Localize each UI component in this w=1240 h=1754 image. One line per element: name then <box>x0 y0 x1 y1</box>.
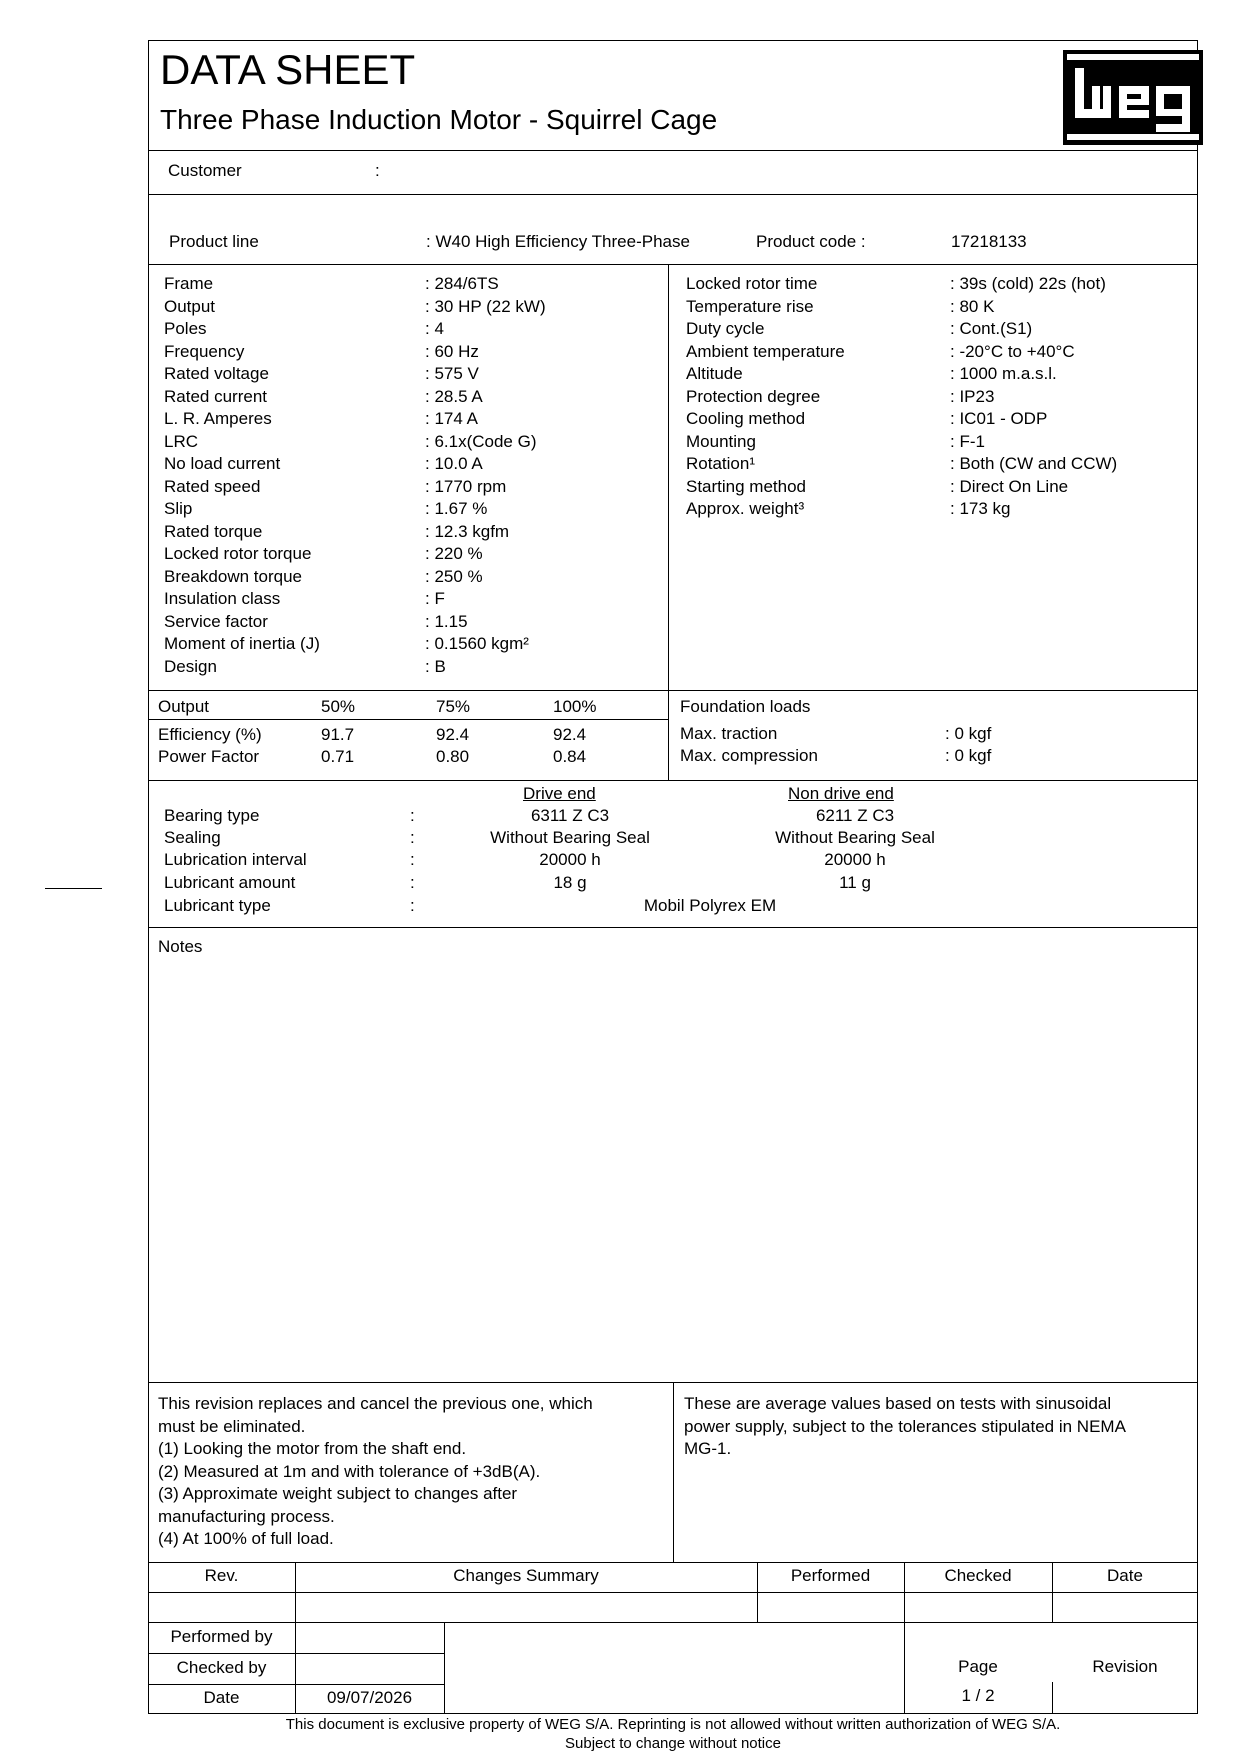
spec-row <box>164 386 664 409</box>
bearing-sep: : <box>410 873 415 892</box>
page-subtitle: Three Phase Induction Motor - Squirrel Cage <box>160 104 718 135</box>
footnote-line: (3) Approximate weight subject to changes after <box>158 1484 518 1503</box>
bearing-drive: 6311 Z C3 <box>530 806 610 825</box>
spec-label: Insulation class <box>164 589 281 608</box>
spec-value: : 6.1x(Code G) <box>425 431 537 451</box>
bearing-sep: : <box>410 806 415 825</box>
divider <box>148 1592 1198 1593</box>
table-divider <box>444 1622 445 1714</box>
non-drive-end-header: Non drive end <box>788 784 894 803</box>
spec-label: Temperature rise <box>686 296 814 316</box>
spec-value: : 12.3 kgfm <box>425 521 510 541</box>
lubricant-type-value: Mobil Polyrex EM <box>643 896 777 915</box>
foundation-value: : 0 kgf <box>945 746 992 765</box>
product-line-label: Product line <box>169 232 259 251</box>
spec-row <box>164 611 664 634</box>
spec-row <box>686 341 1191 364</box>
spec-row <box>686 453 1191 476</box>
bearing-label: Lubricant amount <box>164 873 296 892</box>
spec-value: : 0.1560 kgm² <box>425 634 529 653</box>
spec-row <box>164 656 664 679</box>
page-value: 1 / 2 <box>961 1686 995 1705</box>
page-label: Page <box>958 1657 998 1676</box>
product-code-value: 17218133 <box>951 232 1027 251</box>
spec-label: Frame <box>164 274 214 293</box>
spec-value: : B <box>425 656 446 676</box>
divider <box>148 927 1198 928</box>
spec-value: : Cont.(S1) <box>950 319 1033 338</box>
spec-value: : 10.0 A <box>425 454 483 473</box>
perf-header-100: 100% <box>553 697 597 716</box>
spec-value: : 220 % <box>425 544 483 563</box>
spec-value: : 1.15 <box>425 611 468 631</box>
spec-value: : F-1 <box>950 431 985 451</box>
footnote-line: (1) Looking the motor from the shaft end. <box>158 1439 467 1458</box>
bearing-label: Lubrication interval <box>164 850 307 869</box>
bearing-drive: 20000 h <box>539 850 601 869</box>
spec-value: : 60 Hz <box>425 341 479 361</box>
checked-header: Checked <box>944 1566 1012 1585</box>
drive-end-header: Drive end <box>523 784 596 803</box>
spec-value: : 39s (cold) 22s (hot) <box>950 274 1106 293</box>
spec-value: : 173 kg <box>950 499 1011 518</box>
table-divider <box>1052 1682 1053 1714</box>
spec-label: Altitude <box>686 364 743 383</box>
spec-value: : 4 <box>425 319 444 338</box>
weg-logo <box>1063 50 1203 145</box>
product-line-value: : W40 High Efficiency Three-Phase <box>426 232 690 251</box>
date-header: Date <box>1107 1566 1143 1585</box>
spec-label: Locked rotor torque <box>164 544 312 563</box>
footnote-line: (2) Measured at 1m and with tolerance of +3dB(A). <box>158 1461 541 1481</box>
bearing-non-drive: 11 g <box>839 873 871 892</box>
spec-row <box>686 431 1191 454</box>
spec-row <box>686 363 1191 386</box>
spec-row <box>164 408 664 431</box>
foundation-label: Max. compression <box>680 746 818 765</box>
spec-row <box>686 273 1191 296</box>
footnotes-right <box>684 1393 1194 1461</box>
spec-value: : 174 A <box>425 409 478 428</box>
spec-value: : 1000 m.a.s.l. <box>950 364 1057 383</box>
spec-row <box>164 431 664 454</box>
footnote-line: This revision replaces and cancel the previous one, which <box>158 1394 593 1413</box>
margin-mark <box>45 888 102 889</box>
customer-label: Customer <box>168 161 242 180</box>
spec-label: Breakdown torque <box>164 566 302 586</box>
rev-header: Rev. <box>204 1566 239 1585</box>
column-divider <box>668 264 669 780</box>
notes-title: Notes <box>158 937 203 956</box>
spec-label: Duty cycle <box>686 319 765 338</box>
footnote-line: manufacturing process. <box>158 1506 335 1526</box>
spec-row <box>164 363 664 386</box>
foundation-value: : 0 kgf <box>945 724 992 743</box>
spec-label: Design <box>164 656 217 676</box>
spec-label: Starting method <box>686 476 807 496</box>
spec-row <box>164 566 664 589</box>
footer-subject: Subject to change without notice <box>565 1735 781 1752</box>
spec-row <box>686 408 1191 431</box>
footnotes-left <box>158 1393 663 1551</box>
divider <box>148 194 1198 195</box>
revision-label: Revision <box>1092 1657 1158 1676</box>
spec-value: : 28.5 A <box>425 386 483 406</box>
divider <box>148 150 1198 151</box>
footnote-line: power supply, subject to the tolerances stipulated in NEMA <box>684 1416 1126 1436</box>
bearing-drive: Without Bearing Seal <box>490 828 650 847</box>
spec-value: : -20°C to +40°C <box>950 341 1075 361</box>
spec-value: : 284/6TS <box>425 274 499 293</box>
spec-row <box>164 498 664 521</box>
divider <box>148 1562 1198 1563</box>
spec-value: : 1.67 % <box>425 499 488 518</box>
perf-cell: 0.71 <box>321 747 355 766</box>
footnote-line: (4) At 100% of full load. <box>158 1529 334 1548</box>
spec-row <box>164 318 664 341</box>
checked-by-label: Checked by <box>176 1658 267 1677</box>
spec-value: : 250 % <box>425 566 483 586</box>
spec-label: Poles <box>164 319 207 338</box>
spec-row <box>164 476 664 499</box>
spec-value: : Direct On Line <box>950 476 1069 496</box>
spec-label: Ambient temperature <box>686 341 845 361</box>
spec-row <box>164 521 664 544</box>
footnote-line: MG-1. <box>684 1439 732 1458</box>
bearing-drive: 18 g <box>553 873 587 892</box>
specs-right <box>686 273 1191 521</box>
spec-row <box>686 476 1191 499</box>
divider <box>148 690 1198 691</box>
spec-value: : Both (CW and CCW) <box>950 454 1118 473</box>
spec-label: Rated speed <box>164 476 261 496</box>
spec-label: L. R. Amperes <box>164 409 272 428</box>
bearing-sep: : <box>410 896 415 915</box>
specs-left <box>164 273 664 678</box>
spec-label: Mounting <box>686 431 756 451</box>
spec-value: : F <box>425 589 445 608</box>
perf-cell: 92.4 <box>436 725 470 744</box>
spec-label: Frequency <box>164 341 245 361</box>
date-label: Date <box>203 1688 240 1707</box>
spec-value: : 30 HP (22 kW) <box>425 296 546 316</box>
spec-label: LRC <box>164 431 199 451</box>
spec-label: Approx. weight³ <box>686 499 805 518</box>
performed-by-label: Performed by <box>170 1627 273 1646</box>
spec-label: Rotation¹ <box>686 454 755 473</box>
perf-header-output: Output <box>158 697 210 716</box>
spec-label: Cooling method <box>686 409 806 428</box>
spec-label: Rated torque <box>164 521 263 541</box>
spec-row <box>686 318 1191 341</box>
perf-header-50: 50% <box>321 697 356 716</box>
perf-cell: 92.4 <box>553 725 587 744</box>
perf-header-75: 75% <box>436 697 471 716</box>
foundation-title: Foundation loads <box>680 697 811 716</box>
bearing-label: Bearing type <box>164 806 260 825</box>
spec-label: Rated voltage <box>164 364 269 383</box>
divider <box>148 719 668 720</box>
spec-row <box>164 588 664 611</box>
lubricant-type-label: Lubricant type <box>164 896 271 915</box>
bearing-non-drive: 6211 Z C3 <box>815 806 895 825</box>
spec-label: Rated current <box>164 386 267 406</box>
spec-row <box>164 633 664 656</box>
spec-row <box>686 386 1191 409</box>
foundation-label: Max. traction <box>680 724 778 743</box>
spec-row <box>164 543 664 566</box>
spec-label: No load current <box>164 454 281 473</box>
customer-sep: : <box>375 161 380 180</box>
spec-row <box>164 453 664 476</box>
bearing-sep: : <box>410 828 415 847</box>
bearing-label: Sealing <box>164 828 221 847</box>
changes-summary-header: Changes Summary <box>453 1566 599 1585</box>
spec-value: : IC01 - ODP <box>950 409 1048 428</box>
spec-label: Slip <box>164 499 193 518</box>
column-divider <box>673 1382 674 1562</box>
date-value: 09/07/2026 <box>326 1688 413 1707</box>
spec-label: Locked rotor time <box>686 274 818 293</box>
product-code-label: Product code : <box>756 232 866 251</box>
page-title: DATA SHEET <box>160 46 416 93</box>
spec-value: : 575 V <box>425 364 479 383</box>
spec-row <box>164 341 664 364</box>
spec-row <box>686 498 1191 521</box>
perf-cell: 0.80 <box>436 747 470 766</box>
spec-value: : 80 K <box>950 296 995 316</box>
footnote-line: must be eliminated. <box>158 1416 306 1436</box>
footer-notice: This document is exclusive property of WEG S/A. Reprinting is not allowed without written authorization of WEG S/A. <box>285 1716 1061 1733</box>
spec-value: : IP23 <box>950 386 995 406</box>
spec-value: : 1770 rpm <box>425 476 507 496</box>
bearing-non-drive: 20000 h <box>824 850 886 869</box>
spec-row <box>164 296 664 319</box>
divider <box>148 1622 1198 1623</box>
bearing-non-drive: Without Bearing Seal <box>775 828 935 847</box>
spec-label: Service factor <box>164 611 268 631</box>
spec-row <box>686 296 1191 319</box>
spec-row <box>164 273 664 296</box>
divider <box>148 780 1198 781</box>
spec-label: Output <box>164 296 216 316</box>
perf-row-label: Power Factor <box>158 747 260 766</box>
divider <box>148 1653 444 1654</box>
spec-label: Moment of inertia (J) <box>164 634 320 653</box>
bearing-sep: : <box>410 850 415 869</box>
perf-row-label: Efficiency (%) <box>158 725 262 744</box>
spec-label: Protection degree <box>686 386 821 406</box>
perf-cell: 0.84 <box>553 747 587 766</box>
performed-header: Performed <box>790 1566 871 1585</box>
perf-cell: 91.7 <box>321 725 355 744</box>
divider <box>148 1684 444 1685</box>
footnote-line: These are average values based on tests with sinusoidal <box>684 1394 1112 1413</box>
divider <box>148 264 1198 265</box>
